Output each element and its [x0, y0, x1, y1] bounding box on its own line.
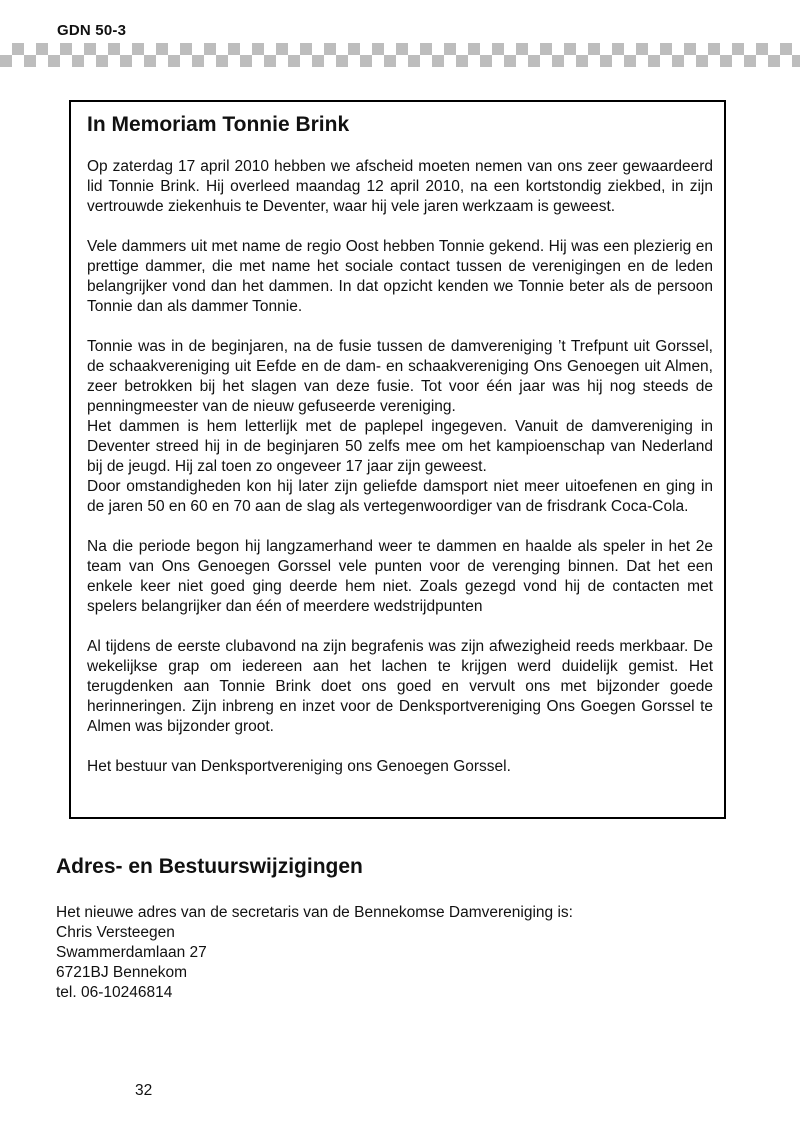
memoriam-body [87, 157, 713, 777]
memoriam-signature: Het bestuur van Denksportvereniging ons Genoegen Gorssel. [87, 758, 511, 775]
address-intro: Het nieuwe adres van de secretaris van de Bennekomse Damvereniging is: [56, 904, 573, 921]
memoriam-box [69, 100, 726, 819]
memoriam-paragraph: Na die periode begon hij langzamerhand weer te dammen en haalde als speler in het 2e team van Ons Genoegen Gorssel vele punten voor de verenging binnen. Dat het een enkele keer niet goed ging deerde hem niet. Zoals gezegd vond hij de contacten met spelers belangrijker dan één of meerdere wedstrijdpunten [87, 538, 713, 615]
address-name: Chris Versteegen [56, 924, 175, 941]
address-block [56, 903, 573, 1003]
memoriam-paragraph: Vele dammers uit met name de regio Oost hebben Tonnie gekend. Hij was een plezierig en prettige dammer, die met name het sociale contact tussen de verenigingen en de leden belangrijker vond dan het dammen. In dat opzicht kenden we Tonnie beter als de persoon Tonnie dan als dammer Tonnie. [87, 238, 713, 315]
memoriam-paragraph: Tonnie was in de beginjaren, na de fusie tussen de damvereniging ’t Trefpunt uit Gorssel, de schaakvereniging uit Eefde en de dam- en schaakvereniging Ons Genoegen uit Almen, zeer betrokken bij het slagen van deze fusie. Tot voor één jaar was hij nog steeds de penningmeester van de nieuw gefuseerde vereniging. [87, 338, 713, 415]
memoriam-paragraph: Op zaterdag 17 april 2010 hebben we afscheid moeten nemen van ons zeer gewaardeerd lid Tonnie Brink. Hij overleed maandag 12 april 2010, na een kortstondig ziekbed, in zijn vertrouwde ziekenhuis te Deventer, waar hij vele jaren werkzaam is geweest. [87, 158, 713, 215]
memoriam-paragraph: Al tijdens de eerste clubavond na zijn begrafenis was zijn afwezigheid reeds merkbaar. De wekelijkse grap om iedereen aan het lachen te krijgen werd duidelijk gemist. Het terugdenken aan Tonnie Brink doet ons goed en vervult ons met bijzonder goede herinneringen. Zijn inbreng en inzet voor de Denksportvereniging Ons Goegen Gorssel te Almen was bijzonder groot. [87, 638, 713, 735]
address-street: Swammerdamlaan 27 [56, 944, 207, 961]
page-number: 32 [135, 1082, 153, 1099]
memoriam-paragraph: Het dammen is hem letterlijk met de paplepel ingegeven. Vanuit de damvereniging in Deventer streed hij in de beginjaren 50 zelfs mee om het kampioenschap van Nederland bij de jeugd. Hij zal toen zo ongeveer 17 jaar zijn geweest. [87, 418, 713, 475]
address-phone: tel. 06-10246814 [56, 984, 173, 1001]
checkered-header-band [0, 43, 800, 67]
publication-issue-label: GDN 50-3 [57, 22, 127, 39]
memoriam-paragraph: Door omstandigheden kon hij later zijn geliefde damsport niet meer uitoefenen en ging in de jaren 50 en 60 en 70 aan de slag als vertegenwoordiger van de frisdrank Coca-Cola. [87, 478, 713, 515]
address-changes-title: Adres- en Bestuurswijzigingen [56, 855, 363, 878]
memoriam-title: In Memoriam Tonnie Brink [87, 113, 350, 136]
address-city: 6721BJ Bennekom [56, 964, 187, 981]
